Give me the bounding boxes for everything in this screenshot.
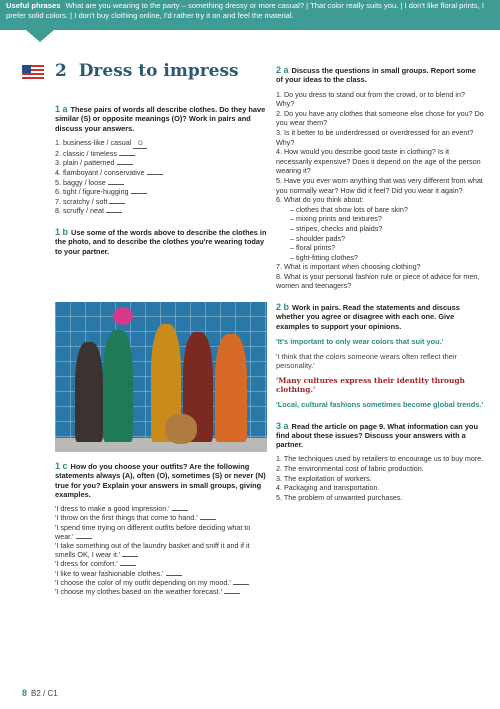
statement-4: 'Local, cultural fashions sometimes become global trends.' [276, 399, 484, 409]
sub-list-item: – tight-fitting clothes? [290, 252, 358, 262]
list-item: 4. How would you describe good taste in clothing? Is it necessarily expensive? Does it depend on the age of the person wearing it? [276, 147, 481, 176]
page-number: 8 [22, 688, 28, 698]
list-item: 2. classic / timeless [55, 149, 267, 159]
left-column [55, 105, 267, 256]
sub-list-item: – stripes, checks and plaids? [290, 223, 383, 233]
list-item: 8. What is your personal fashion rule or piece of advice for men, women and teenagers? [276, 271, 480, 291]
level-label: B2 / C1 [31, 689, 58, 698]
list-2a [276, 90, 484, 291]
sub-list-item: – shoulder pads? [290, 233, 346, 243]
list-item: 'I choose my clothes based on the weather forecast.' [55, 587, 267, 596]
list-item: 5. baggy / loose [55, 178, 267, 188]
list-item: 3. Is it better to be underdressed or overdressed for an event? Why? [276, 127, 474, 147]
list-item: 2. Do you have any clothes that someone else chose for you? Do you wear them? [276, 108, 484, 128]
list-item: 'I choose the color of my outfit depending on my mood.' [55, 578, 267, 587]
sub-list-item: – floral prints? [290, 243, 336, 253]
statement-2: 'I think that the colors someone wears often reflect their personality.' [276, 351, 457, 371]
list-item: 'I dress for comfort.' [55, 559, 267, 568]
list-item: 5. The problem of unwanted purchases. [276, 492, 403, 502]
left-column-lower [55, 462, 267, 596]
statement-3: 'Many cultures express their identity through clothing.' [276, 375, 465, 395]
us-flag-icon [22, 65, 44, 79]
list-item: 4. Packaging and transportation. [276, 483, 380, 493]
section-1a: 1 a These pairs of words all describe clothes. Do they have similar (S) or opposite meanings (O)? Work in pairs and discuss your answers. [55, 104, 266, 133]
statement-1: 'It's important to only wear colors that suit you.' [276, 336, 444, 346]
unit-title: 2 Dress to impress [55, 61, 239, 81]
list-item: 8. scruffy / neat [55, 206, 267, 216]
list-item: 1. business-like / casual O [55, 138, 267, 149]
list-item: 1. Do you dress to stand out from the crowd, or to blend in? Why? [276, 89, 465, 109]
list-item: 5. Have you ever worn anything that was very different from what you normally wear? How did it feel? Did you wear it again? [276, 175, 483, 195]
list-1a [55, 138, 267, 216]
sub-list-item: – mixing prints and textures? [290, 214, 382, 224]
section-2a: 2 a Discuss the questions in small groups. Report some of your ideas to the class. [276, 65, 476, 85]
list-item: 1. The techniques used by retailers to encourage us to buy more. [276, 454, 484, 464]
banner-label: Useful phrases [6, 1, 61, 10]
list-item: 'I dress to make a good impression.' [55, 504, 267, 513]
section-1c: 1 c How do you choose your outfits? Are the following statements always (A), often (O), sometimes (S) or never (N) true for you? Explain your answers in small groups, giving examples. [55, 461, 266, 499]
list-item: 7. scratchy / soft [55, 197, 267, 207]
list-item: 'I like to wear fashionable clothes.' [55, 569, 267, 578]
list-item: 'I throw on the first things that come to hand.' [55, 513, 267, 522]
list-item: 'I take something out of the laundry basket and sniff it and if it smells OK, I wear it.' [55, 541, 250, 560]
useful-phrases-banner [0, 0, 500, 30]
list-item: 4. flamboyant / conservative [55, 168, 267, 178]
list-item: 3. The exploitation of workers. [276, 473, 372, 483]
list-item: 7. What is important when choosing clothing? [276, 262, 421, 272]
list-item: 6. tight / figure-hugging [55, 187, 267, 197]
section-1b: 1 b Use some of the words above to describe the clothes in the photo, and to describe the clothes you're wearing today to your partner. [55, 227, 267, 256]
banner-phrases: What are you wearing to the party – something dressy or more casual? | That color really suits you. | I don't like floral prints, I prefer solid colors. | I don't buy clothing online, I'd rather try it on and feel the material. [6, 1, 485, 20]
list-3a [276, 454, 484, 502]
list-item: 3. plain / patterned [55, 158, 267, 168]
list-item: 6. What do you think about: [276, 195, 364, 205]
section-2b: 2 b Work in pairs. Read the statements and discuss whether you agree or disagree with each one. Give examples to support your opinions. [276, 302, 460, 331]
sub-list-item: – clothes that show lots of bare skin? [290, 204, 408, 214]
right-column [276, 66, 484, 502]
section-3a: 3 a Read the article on page 9. What information can you find about these issues? Discuss your answers with a partner. [276, 420, 478, 450]
banner-tab [26, 30, 54, 42]
list-item: 2. The environmental cost of fabric production. [276, 464, 424, 473]
list-1c [55, 504, 267, 596]
list-item: 'I spend time trying on different outfits before deciding what to wear.' [55, 522, 251, 541]
fashion-photo [55, 302, 267, 452]
page-footer [22, 688, 58, 698]
